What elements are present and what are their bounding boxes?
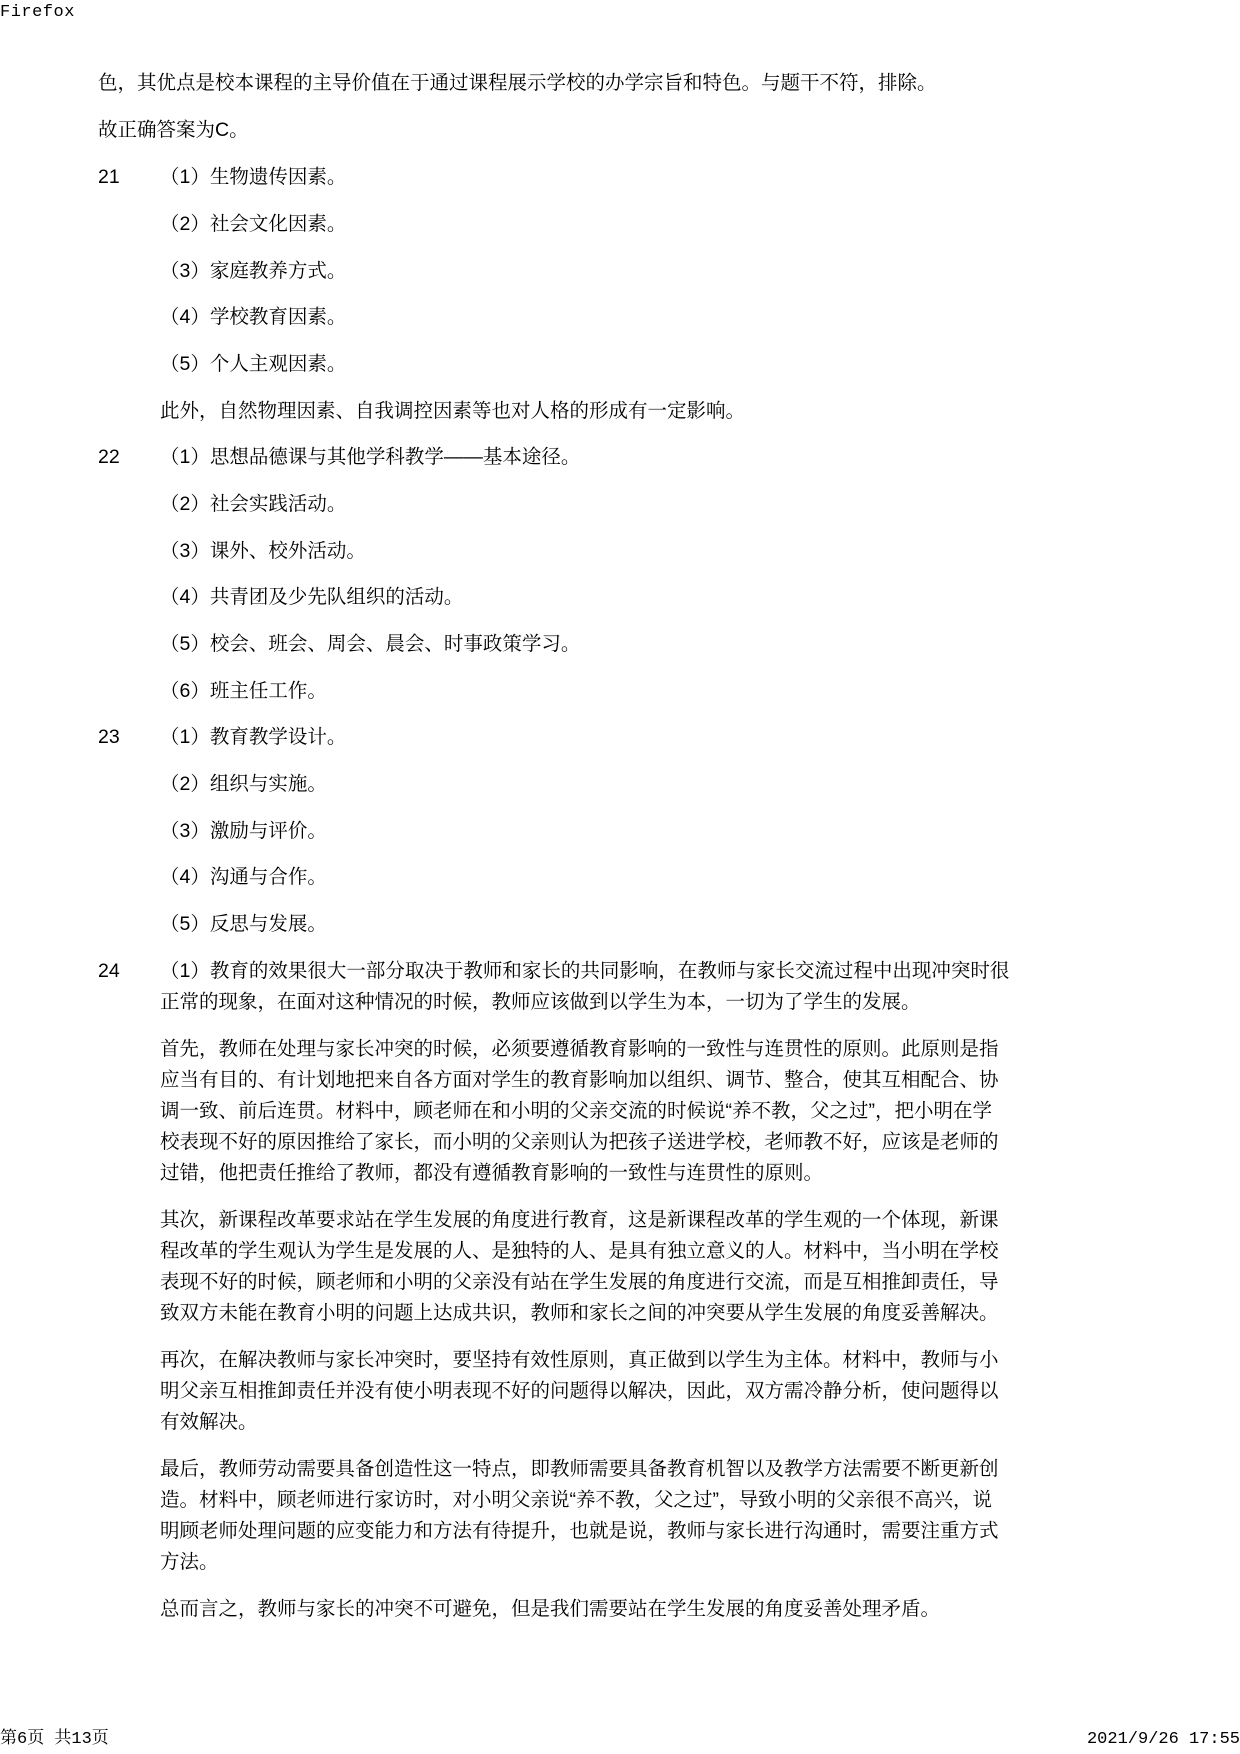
question-number-24: 24 — [98, 960, 120, 982]
intro-line: 色，其优点是校本课程的主导价值在于通过课程展示学校的办学宗旨和特色。与题干不符，排除。 — [98, 72, 937, 94]
q24-p4-line: 明父亲互相推卸责任并没有使小明表现不好的问题得以解决，因此，双方需冷静分析，使问题得以 — [160, 1380, 999, 1402]
q23-item: （2）组织与实施。 — [160, 773, 327, 795]
q23-item: （4）沟通与合作。 — [160, 866, 327, 888]
q23-item: （1）教育教学设计。 — [160, 726, 347, 748]
answer-line: 故正确答案为C。 — [98, 119, 249, 141]
q24-p1-line: 正常的现象，在面对这种情况的时候，教师应该做到以学生为本，一切为了学生的发展。 — [160, 991, 921, 1013]
q24-p2-line: 过错，他把责任推给了教师，都没有遵循教育影响的一致性与连贯性的原则。 — [160, 1162, 824, 1184]
q23-item: （3）激励与评价。 — [160, 820, 327, 842]
question-number-23: 23 — [98, 726, 120, 748]
q21-item: （3）家庭教养方式。 — [160, 260, 347, 282]
q24-p1-line: （1）教育的效果很大一部分取决于教师和家长的共同影响，在教师与家长交流过程中出现冲突时很 — [160, 960, 1010, 982]
q21-note: 此外，自然物理因素、自我调控因素等也对人格的形成有一定影响。 — [160, 400, 746, 422]
q24-p2-line: 调一致、前后连贯。材料中，顾老师在和小明的父亲交流的时候说“养不教，父之过”，把小明在学 — [160, 1100, 992, 1122]
q24-p3-line: 表现不好的时候，顾老师和小明的父亲没有站在学生发展的角度进行交流，而是互相推卸责任，导 — [160, 1271, 999, 1293]
q24-p5-line: 最后，教师劳动需要具备创造性这一特点，即教师需要具备教育机智以及教学方法需要不断更新创 — [160, 1458, 999, 1480]
q21-item: （4）学校教育因素。 — [160, 306, 347, 328]
q22-item: （5）校会、班会、周会、晨会、时事政策学习。 — [160, 633, 581, 655]
q22-item: （6）班主任工作。 — [160, 680, 327, 702]
q24-p2-line: 应当有目的、有计划地把来自各方面对学生的教育影响加以组织、调节、整合，使其互相配合、协 — [160, 1069, 999, 1091]
q24-p2-line: 首先，教师在处理与家长冲突的时候，必须要遵循教育影响的一致性与连贯性的原则。此原则是指 — [160, 1038, 999, 1060]
q21-item: （2）社会文化因素。 — [160, 213, 347, 235]
q24-p4-line: 有效解决。 — [160, 1411, 258, 1433]
q24-p2-line: 校表现不好的原因推给了家长，而小明的父亲则认为把孩子送进学校，老师教不好，应该是老师的 — [160, 1131, 999, 1153]
q24-p5-line: 方法。 — [160, 1551, 219, 1573]
q22-item: （1）思想品德课与其他学科教学——基本途径。 — [160, 446, 581, 468]
question-number-21: 21 — [98, 166, 120, 188]
page-indicator: 第6页 共13页 — [0, 1730, 109, 1749]
q22-item: （4）共青团及少先队组织的活动。 — [160, 586, 464, 608]
q22-item: （3）课外、校外活动。 — [160, 540, 366, 562]
q21-item: （5）个人主观因素。 — [160, 353, 347, 375]
window-title: Firefox — [0, 3, 75, 22]
q24-p3-line: 致双方未能在教育小明的问题上达成共识，教师和家长之间的冲突要从学生发展的角度妥善解决。 — [160, 1302, 999, 1324]
q21-item: （1）生物遗传因素。 — [160, 166, 347, 188]
print-datetime: 2021/9/26 17:55 — [1086, 1730, 1240, 1749]
q24-p3-line: 程改革的学生观认为学生是发展的人、是独特的人、是具有独立意义的人。材料中，当小明在学校 — [160, 1240, 999, 1262]
q24-p4-line: 再次，在解决教师与家长冲突时，要坚持有效性原则，真正做到以学生为主体。材料中，教师与小 — [160, 1349, 999, 1371]
q24-conclusion-line: 总而言之，教师与家长的冲突不可避免，但是我们需要站在学生发展的角度妥善处理矛盾。 — [160, 1598, 941, 1620]
question-number-22: 22 — [98, 446, 120, 468]
q23-item: （5）反思与发展。 — [160, 913, 327, 935]
q22-item: （2）社会实践活动。 — [160, 493, 347, 515]
q24-p3-line: 其次，新课程改革要求站在学生发展的角度进行教育，这是新课程改革的学生观的一个体现，新课 — [160, 1209, 999, 1231]
q24-p5-line: 明顾老师处理问题的应变能力和方法有待提升，也就是说，教师与家长进行沟通时，需要注重方式 — [160, 1520, 999, 1542]
q24-p5-line: 造。材料中，顾老师进行家访时，对小明父亲说“养不教，父之过”，导致小明的父亲很不高兴，说 — [160, 1489, 992, 1511]
